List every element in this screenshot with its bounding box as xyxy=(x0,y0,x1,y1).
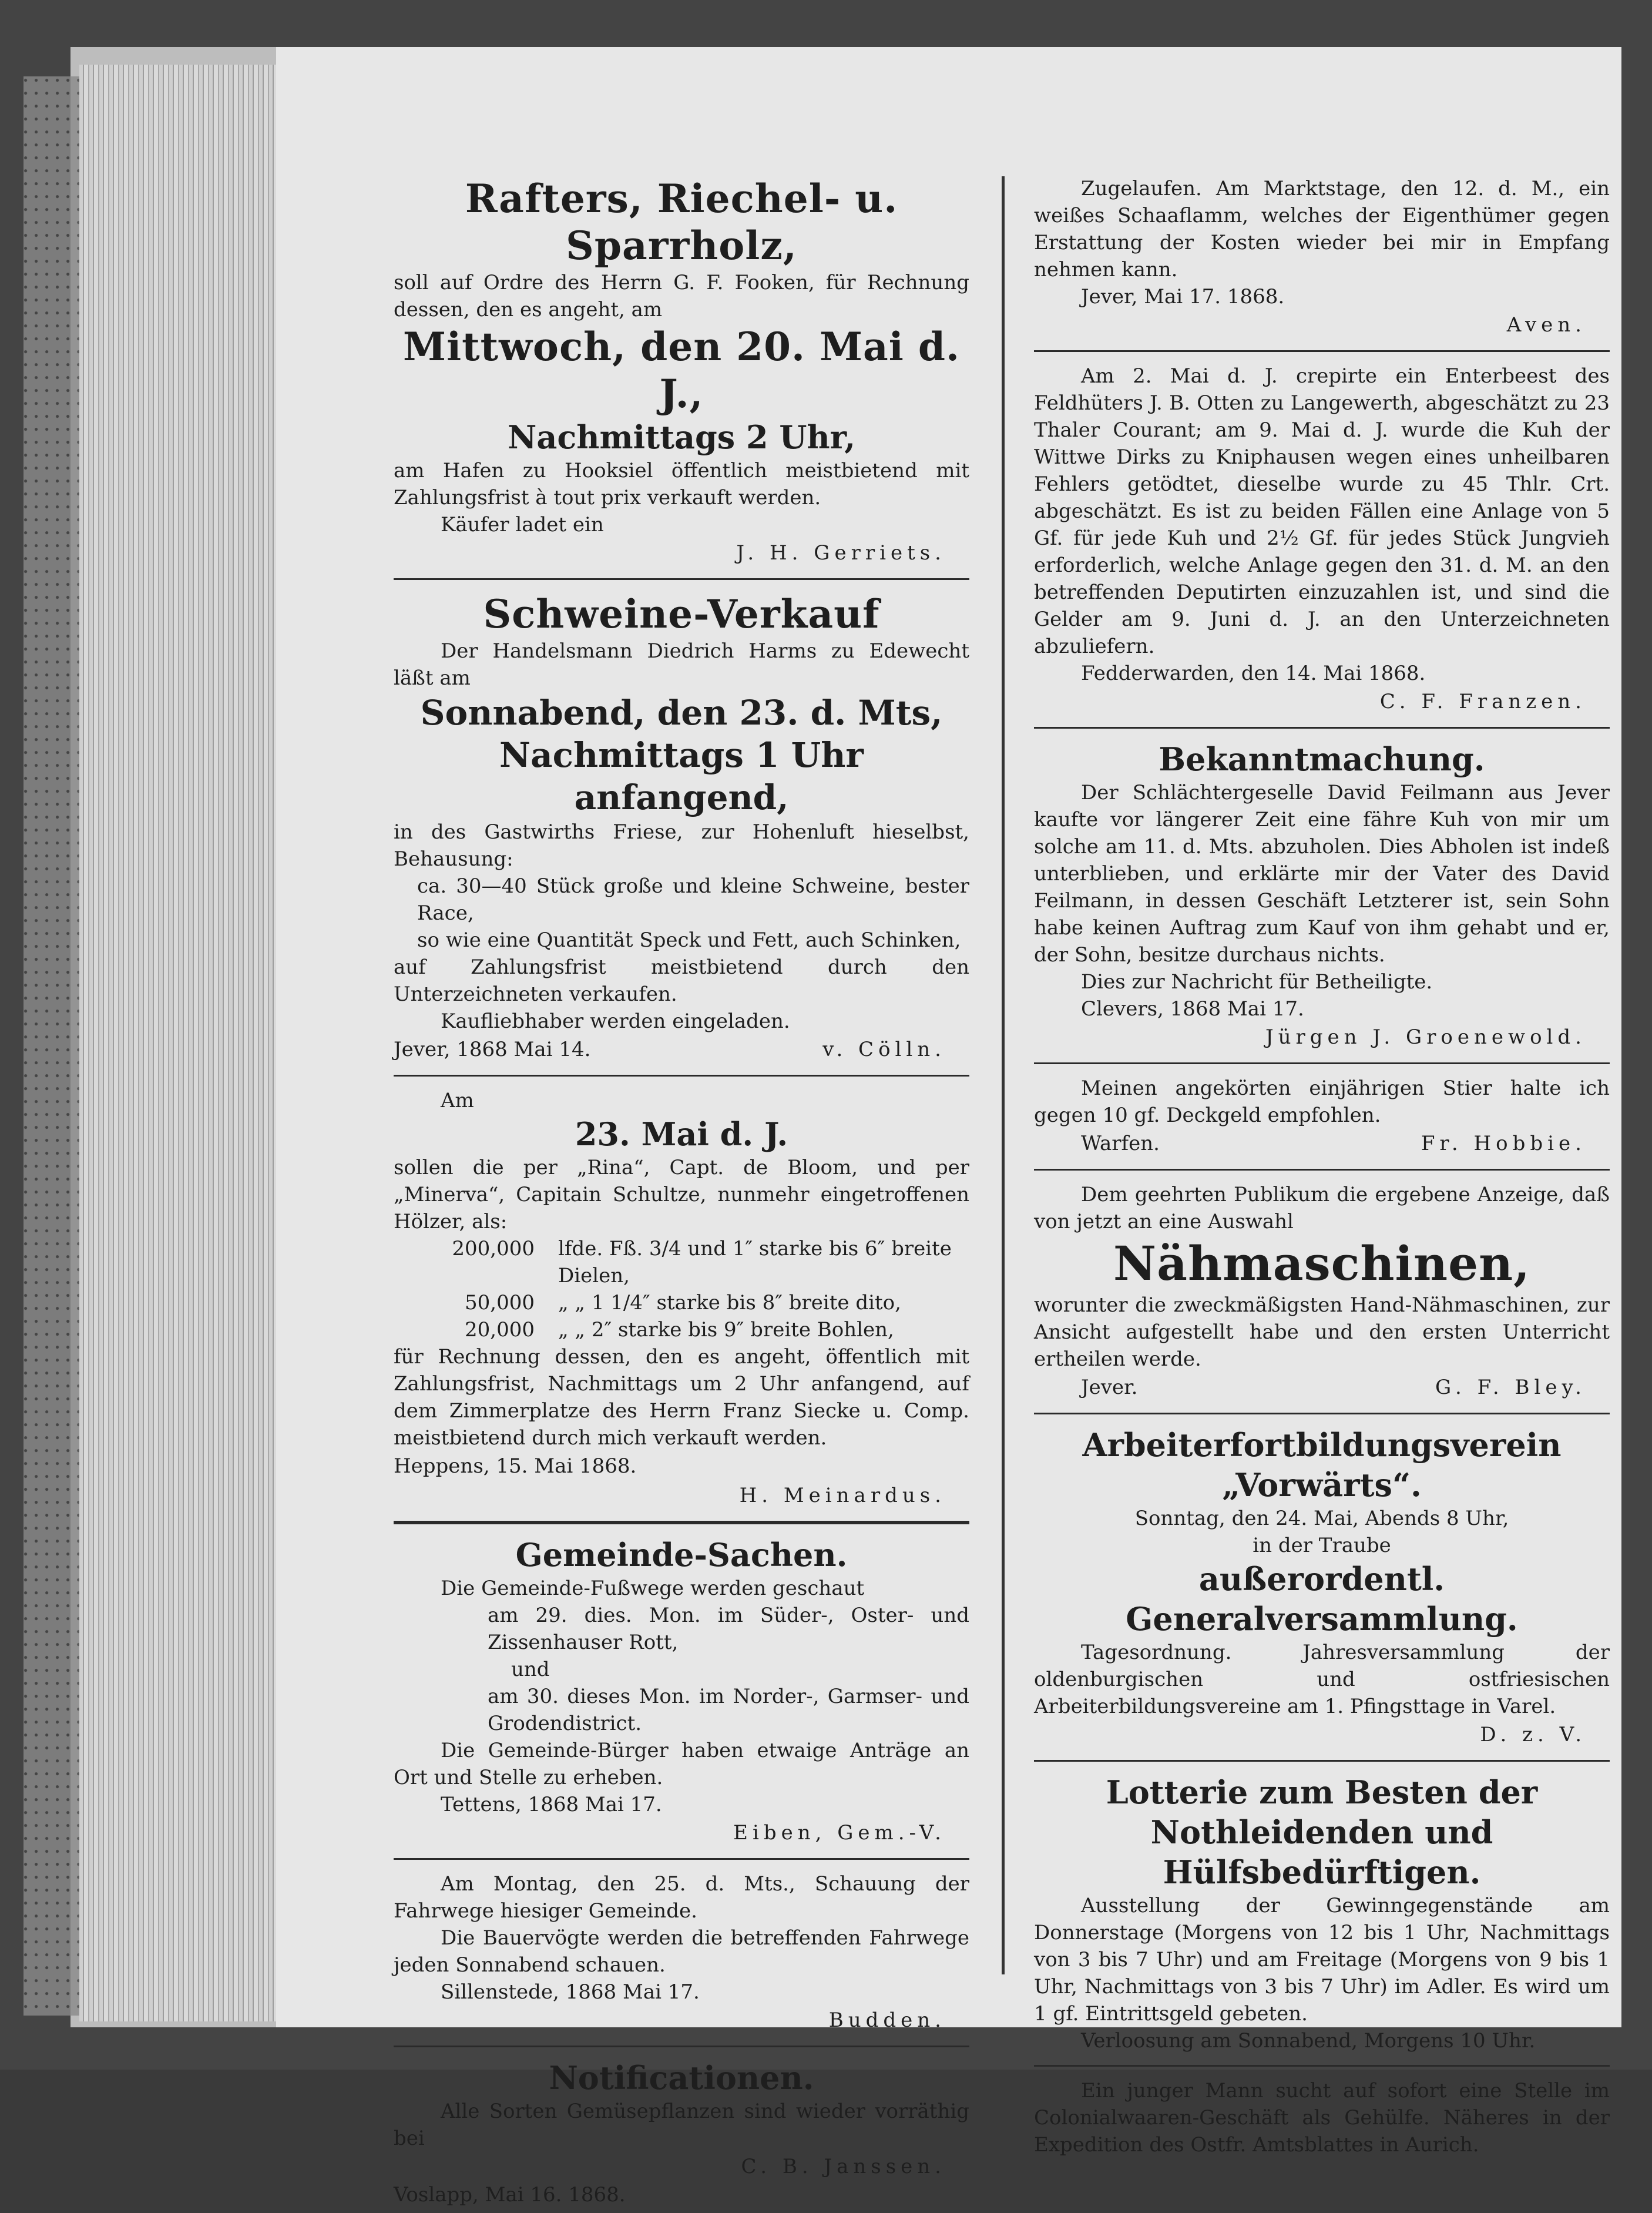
ad-body: Am 2. Mai d. J. crepirte ein Enterbeest des Feldhüters J. B. Otten zu Langewerth, abgeschätzt zu 23 Thaler Courant; am 9. Mai d. J. wurde die Kuh der Wittwe Dirks zu Kniphausen wegen eines unheilbaren Fehlers getödtet, dieselbe wurde zu 45 Thlr. Crt. abgeschätzt. Es ist zu beiden Fällen eine Anlage von 5 Gf. für jede Kuh und 2½ Gf. für jedes Stück Jungvieh erforderlich, welche Anlage gegen den 31. d. M. an den betreffenden Deputirten einzuzahlen ist, und sind die Gelder am 9. Juni d. J. an den Unterzeichneten abzuliefern. xyxy=(1034,364,1610,658)
ad-signature: H. Meinardus. xyxy=(739,1484,946,1507)
ad-body: Am Montag, den 25. d. Mts., Schauung der Fahrwege hiesiger Gemeinde. xyxy=(394,1872,969,1923)
ad-body: Dem geehrten Publikum die ergebene Anzeige, daß von jetzt an eine Auswahl xyxy=(1034,1183,1610,1233)
ad-signature-row xyxy=(394,2152,969,2181)
divider xyxy=(394,1521,969,1524)
ad-item-1: ca. 30—40 Stück große und kleine Schweine, bester Race, xyxy=(417,874,969,925)
ad-invite: Kaufliebhaber werden eingeladen. xyxy=(441,1010,790,1033)
ad-schweine-verkauf xyxy=(394,586,969,1069)
ad-terms: auf Zahlungsfrist meistbietend durch den Unterzeichneten verkaufen. xyxy=(394,955,969,1006)
ad-gemeinde-sachen xyxy=(394,1530,969,1852)
ad-place-date: Voslapp, Mai 16. 1868. xyxy=(394,2183,626,2207)
ad-und: und xyxy=(511,1658,550,1681)
ad-place-date: Jever, Mai 17. 1868. xyxy=(1081,285,1285,309)
ad-stellengesuch xyxy=(1034,2073,1610,2163)
ad-body: soll auf Ordre des Herrn G. F. Fooken, für Rechnung dessen, den es angeht, am xyxy=(394,271,969,321)
divider xyxy=(1034,727,1610,729)
ad-body: Die Gemeinde-Bürger haben etwaige Anträge an Ort und Stelle zu erheben. xyxy=(394,1739,969,1789)
ad-signature: Budden. xyxy=(828,2009,946,2032)
ad-signature: Jürgen J. Groenewold. xyxy=(1265,1025,1586,1049)
ad-heading: Lotterie zum Besten der Nothleidenden und Hülfsbedürftigen. xyxy=(1106,1773,1538,1891)
ad-body: Ausstellung der Gewinngegenstände am Donnerstage (Morgens von 12 bis 1 Uhr, Nachmittags von 3 bis 7 Uhr) und am Freitage (Morgens von 9 bis 1 Uhr, Nachmittags von 3 bis 7 Uhr) im Adler. Es wird um 1 gf. Eintrittsgeld gebeten. xyxy=(1034,1894,1610,2026)
ad-enterbeest xyxy=(1034,358,1610,721)
divider xyxy=(1034,1169,1610,1171)
lumber-list xyxy=(429,1235,969,1343)
ad-body: Zugelaufen. Am Marktstage, den 12. d. M., ein weißes Schaaflamm, welches der Eigenthümer gegen Erstattung der Kosten wieder bei mir in Empfang nehmen kann. xyxy=(1034,177,1610,281)
ad-intro: Der Handelsmann Diedrich Harms zu Edewecht läßt am xyxy=(394,639,969,690)
ad-line-1: Sonntag, den 24. Mai, Abends 8 Uhr, xyxy=(1134,1507,1509,1530)
ad-place-date: Tettens, 1868 Mai 17. xyxy=(441,1793,662,1816)
ad-signature-row xyxy=(394,1818,969,1847)
lumber-qty: 50,000 xyxy=(465,1291,535,1315)
ad-body: Alle Sorten Gemüsepflanzen sind wieder vorräthig bei xyxy=(394,2100,969,2150)
ad-place: in des Gastwirths Friese, zur Hohenluft hieselbst, Behausung: xyxy=(394,820,969,871)
ad-signature-row xyxy=(394,1035,969,1064)
ad-line-2: in der Traube xyxy=(1253,1534,1391,1557)
ad-place-date: Heppens, 15. Mai 1868. xyxy=(394,1454,637,1478)
ad-lotterie xyxy=(1034,1768,1610,2059)
ad-date-line: Mittwoch, den 20. Mai d. J., xyxy=(403,324,960,417)
list-item xyxy=(429,1289,969,1316)
ad-line-1: Die Gemeinde-Fußwege werden geschaut xyxy=(441,1577,865,1600)
divider xyxy=(1034,1413,1610,1414)
ad-heading: Arbeiterfortbildungsverein xyxy=(1082,1426,1562,1464)
divider xyxy=(1034,350,1610,352)
ad-heading: Nähmaschinen, xyxy=(1113,1236,1530,1291)
ad-signature-row xyxy=(1034,1022,1610,1052)
ad-heading-3: außerordentl. Generalversammlung. xyxy=(1126,1560,1518,1638)
lumber-qty: 200,000 xyxy=(452,1237,535,1260)
ad-notificationen xyxy=(394,2053,969,2213)
ad-signature: J. H. Gerriets. xyxy=(736,541,946,565)
ad-signature: Eiben, Gem.-V. xyxy=(733,1821,946,1845)
ad-invite: Käufer ladet ein xyxy=(441,513,604,537)
ad-date-line: Sonnabend, den 23. d. Mts, xyxy=(420,693,943,733)
ad-signature-row xyxy=(394,2006,969,2035)
ad-naehmaschinen xyxy=(1034,1176,1610,1407)
ad-signature-row xyxy=(1034,310,1610,340)
ad-item-2: so wie eine Quantität Speck und Fett, auch Schinken, xyxy=(417,928,961,952)
ad-heading: Gemeinde-Sachen. xyxy=(515,1536,848,1574)
divider xyxy=(1034,1062,1610,1064)
ad-arbeiterverein xyxy=(1034,1420,1610,1754)
ad-am: Am xyxy=(441,1089,474,1112)
ad-body: Der Schlächtergeselle David Feilmann aus Jever kaufte vor längerer Zeit eine fähre Kuh von mir um solche am 11. d. Mts. abzuholen. Dies Abholen ist indeß unterblieben, und erklärte mir der Vater des David Feilmann, in dessen Geschäft Letzterer ist, sein Sohn habe keinen Auftrag zum Kauf von ihm gehabt und er, der Sohn, besitze durchaus nichts. xyxy=(1034,781,1610,967)
ad-fahrwege xyxy=(394,1866,969,2040)
ad-place-date: Sillenstede, 1868 Mai 17. xyxy=(441,1980,700,2004)
ad-signature-row xyxy=(1034,1720,1610,1749)
lumber-desc: lfde. Fß. 3/4 und 1″ starke bis 6″ breite Dielen, xyxy=(558,1237,952,1287)
ad-rafters xyxy=(394,170,969,572)
page-stack-edges xyxy=(79,65,285,2021)
ad-line-3: am 30. dieses Mon. im Norder-, Garmser- und Grodendistrict. xyxy=(488,1685,969,1735)
ad-body-2: für Rechnung dessen, den es angeht, öffentlich mit Zahlungsfrist, Nachmittags um 2 Uhr anfangend, auf dem Zimmerplatze des Herrn Franz Siecke u. Comp. meistbietend durch mich verkauft werden. xyxy=(394,1345,969,1450)
ad-signature: Fr. Hobbie. xyxy=(1421,1132,1586,1155)
ad-heading: Schweine-Verkauf xyxy=(483,591,880,637)
ad-signature-row xyxy=(1034,1129,1610,1158)
ad-heading: Notificationen. xyxy=(549,2059,814,2097)
divider xyxy=(1034,2065,1610,2067)
ad-place: Jever. xyxy=(1081,1376,1138,1399)
ad-body: Meinen angekörten einjährigen Stier halte ich gegen 10 gf. Deckgeld empfohlen. xyxy=(1034,1077,1610,1127)
left-column xyxy=(394,170,969,2207)
list-item xyxy=(429,1316,969,1343)
book-cover-edge xyxy=(23,76,82,2016)
ad-line-2: am 29. dies. Mon. im Süder-, Oster- und Zissenhauser Rott, xyxy=(488,1604,969,1654)
ad-body-2: worunter die zweckmäßigsten Hand-Nähmaschinen, zur Ansicht aufgestellt habe und den ersten Unterricht ertheilen werde. xyxy=(1034,1293,1610,1371)
ad-signature: G. F. Bley. xyxy=(1435,1376,1586,1399)
ad-heading: Rafters, Riechel- u. Sparrholz, xyxy=(465,176,898,269)
ad-signature-row xyxy=(1034,1373,1610,1402)
ad-signature: D. z. V. xyxy=(1480,1723,1586,1746)
ad-place-date: Jever, 1868 Mai 14. xyxy=(394,1038,591,1061)
ad-bekanntmachung xyxy=(1034,735,1610,1057)
ad-signature: v. Cölln. xyxy=(822,1038,946,1061)
divider xyxy=(1034,1760,1610,1762)
lumber-desc: „ „ 1 1/4″ starke bis 8″ breite dito, xyxy=(558,1291,901,1315)
ad-body-2: am Hafen zu Hooksiel öffentlich meistbietend mit Zahlungsfrist à tout prix verkauft werden. xyxy=(394,459,969,509)
ad-place: Warfen. xyxy=(1081,1132,1160,1155)
divider xyxy=(394,1858,969,1860)
list-item xyxy=(429,1235,969,1289)
divider xyxy=(394,2046,969,2047)
right-column xyxy=(1034,170,1610,2157)
ad-signature: Aven. xyxy=(1506,313,1586,337)
ad-place-date: Fedderwarden, den 14. Mai 1868. xyxy=(1081,662,1426,685)
ad-body-2: Dies zur Nachricht für Betheiligte. xyxy=(1081,970,1433,994)
lumber-qty: 20,000 xyxy=(465,1318,535,1342)
ad-signature: C. B. Janssen. xyxy=(741,2155,946,2178)
ad-hoelzer xyxy=(394,1082,969,1515)
ad-heading-2: „Vorwärts“. xyxy=(1222,1466,1422,1504)
divider xyxy=(394,578,969,580)
ad-heading: Bekanntmachung. xyxy=(1159,740,1485,778)
ad-body: sollen die per „Rina“, Capt. de Bloom, und per „Minerva“, Capitain Schultze, nunmehr eingetroffenen Hölzer, als: xyxy=(394,1156,969,1233)
ad-signature-row xyxy=(394,1451,969,1481)
lumber-desc: „ „ 2″ starke bis 9″ breite Bohlen, xyxy=(558,1318,894,1342)
ad-signature-row xyxy=(394,538,969,568)
ad-signature-row xyxy=(1034,687,1610,716)
ad-signature-row-2 xyxy=(394,1481,969,1510)
ad-body: Ein junger Mann sucht auf sofort eine Stelle im Colonialwaaren-Geschäft als Gehülfe. Näheres in der Expedition des Ostfr. Amtsblattes in Aurich. xyxy=(1034,2079,1610,2157)
divider xyxy=(394,1075,969,1077)
ad-signature: C. F. Franzen. xyxy=(1379,690,1586,713)
ad-body-2: Verloosung am Sonnabend, Morgens 10 Uhr. xyxy=(1081,2029,1536,2053)
ad-zugelaufen xyxy=(1034,170,1610,344)
ad-date-line: 23. Mai d. J. xyxy=(575,1115,788,1153)
ad-place-date: Clevers, 1868 Mai 17. xyxy=(1081,997,1304,1021)
column-divider xyxy=(1002,176,1005,1974)
newspaper-content xyxy=(394,170,1610,2207)
ad-time-line: Nachmittags 1 Uhr anfangend, xyxy=(499,735,864,817)
ad-time-line: Nachmittags 2 Uhr, xyxy=(507,418,856,456)
ad-body: Tagesordnung. Jahresversammlung der oldenburgischen und ostfriesischen Arbeiterbildungsvereine am 1. Pfingsttage in Varel. xyxy=(1034,1641,1610,1718)
ad-body-2: Die Bauervögte werden die betreffenden Fahrwege jeden Sonnabend schauen. xyxy=(394,1926,969,1977)
ad-stier xyxy=(1034,1070,1610,1163)
